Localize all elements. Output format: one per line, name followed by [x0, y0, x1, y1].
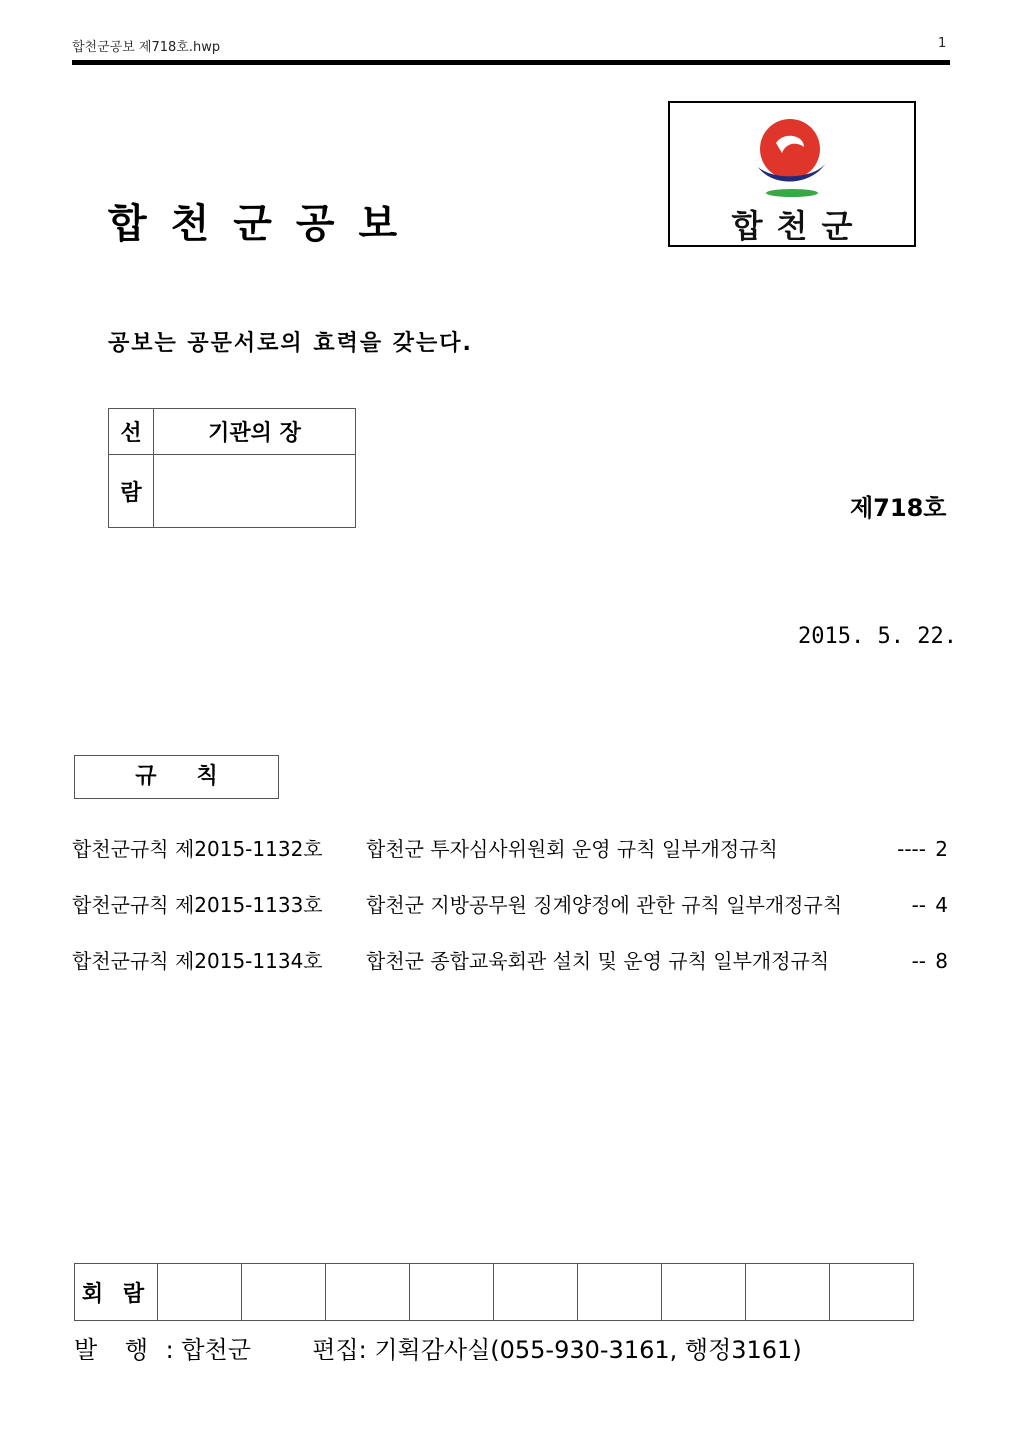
toc-page: 8	[935, 949, 948, 973]
editor-contact: 기획감사실(055-930-3161, 행정3161)	[374, 1336, 802, 1364]
review-side-top: 선	[109, 409, 154, 455]
emblem-name: 합천군	[731, 207, 867, 245]
circulation-cell	[326, 1264, 410, 1321]
toc-leader: ----	[897, 837, 926, 861]
toc-ref: 합천군규칙 제2015-1133호	[72, 893, 323, 917]
circulation-cell	[830, 1264, 914, 1321]
toc-page: 4	[935, 893, 948, 917]
review-table	[108, 408, 356, 528]
toc-row[interactable]	[72, 833, 948, 862]
emblem-box	[668, 101, 916, 247]
page-title: 합천군공보	[108, 201, 422, 247]
running-header-filename: 합천군공보 제718호.hwp	[72, 40, 221, 55]
circulation-table	[74, 1263, 914, 1321]
circulation-cell	[578, 1264, 662, 1321]
issue-number: 제718호	[850, 494, 947, 522]
circulation-cell	[242, 1264, 326, 1321]
toc-ref: 합천군규칙 제2015-1134호	[72, 949, 323, 973]
toc-leader: --	[911, 949, 926, 973]
toc-ref: 합천군규칙 제2015-1132호	[72, 837, 323, 861]
toc-title: 합천군 종합교육회관 설치 및 운영 규칙 일부개정규칙	[366, 949, 830, 973]
review-side-bottom: 람	[109, 455, 154, 528]
publisher-name: 합천군	[181, 1336, 251, 1364]
toc-page: 2	[935, 837, 948, 861]
section-heading: 규칙	[74, 755, 279, 799]
editor-label: 편집:	[312, 1336, 367, 1364]
emblem-land-shape	[766, 189, 818, 197]
toc-row[interactable]	[72, 889, 948, 918]
publisher-separator: :	[165, 1336, 174, 1364]
review-signature-cell	[154, 455, 356, 528]
emblem-sun-shape	[760, 119, 820, 179]
toc-leader: --	[911, 893, 926, 917]
circulation-cell	[662, 1264, 746, 1321]
toc-row[interactable]	[72, 945, 948, 974]
publisher-line	[74, 1330, 802, 1365]
county-emblem-icon	[752, 113, 832, 201]
review-header: 기관의 장	[154, 409, 356, 455]
header-rule	[72, 60, 950, 65]
circulation-cell	[746, 1264, 830, 1321]
circulation-cell	[494, 1264, 578, 1321]
circulation-label: 회 람	[75, 1264, 158, 1321]
motto: 공보는 공문서로의 효력을 갖는다.	[108, 331, 473, 356]
issue-date: 2015. 5. 22.	[798, 624, 957, 649]
publisher-label: 발 행	[74, 1336, 158, 1364]
toc-title: 합천군 투자심사위원회 운영 규칙 일부개정규칙	[366, 837, 778, 861]
running-header-page: 1	[938, 36, 947, 51]
circulation-cell	[158, 1264, 242, 1321]
toc-title: 합천군 지방공무원 징계양정에 관한 규칙 일부개정규칙	[366, 893, 843, 917]
circulation-cell	[410, 1264, 494, 1321]
